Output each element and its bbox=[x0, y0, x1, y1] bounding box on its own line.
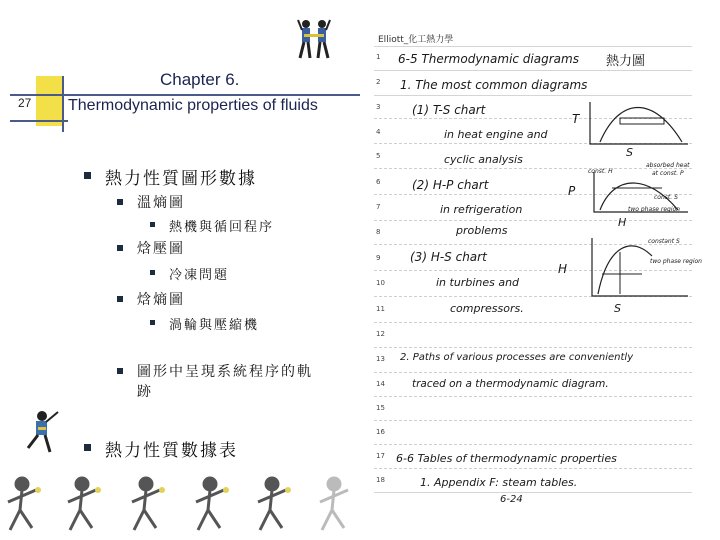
notes-line: compressors. bbox=[450, 302, 524, 315]
runner-icon bbox=[320, 478, 348, 530]
bullet-text: 焓壓圖 bbox=[137, 241, 185, 257]
ruled-line bbox=[374, 95, 692, 96]
bullet-marker bbox=[117, 368, 123, 374]
notes-section-heading: 6-5 Thermodynamic diagrams bbox=[398, 52, 579, 66]
hs-annotation: constant S bbox=[648, 238, 680, 245]
bullet-heat-engine bbox=[150, 216, 274, 235]
bullet-text: 冷凍問題 bbox=[169, 268, 230, 283]
bullet-marker bbox=[117, 245, 123, 251]
bullet-text-line1: 圖形中呈現系統程序的軌 bbox=[137, 364, 313, 380]
runner-icon bbox=[196, 478, 224, 530]
bullet-text: 熱力性質數據表 bbox=[105, 441, 238, 461]
line-number: 17 bbox=[376, 452, 385, 460]
climbers-icon bbox=[294, 18, 334, 64]
chapter-title: Chapter 6. bbox=[160, 70, 240, 89]
line-number: 3 bbox=[376, 103, 381, 111]
notes-line: 2. Paths of various processes are conveniently bbox=[400, 352, 634, 363]
hs-axis-label: S bbox=[614, 302, 621, 315]
header-vertical-rule bbox=[62, 76, 64, 132]
line-number: 11 bbox=[376, 305, 385, 313]
notes-line: cyclic analysis bbox=[444, 153, 523, 166]
bullet-text: 溫熵圖 bbox=[137, 195, 185, 211]
notes-header: Elliott_化工熱力學 bbox=[378, 35, 454, 45]
hs-axis-label: H bbox=[558, 262, 568, 276]
bullet-refrigeration bbox=[150, 264, 229, 283]
line-number: 9 bbox=[376, 254, 381, 262]
slide-number: 27 bbox=[18, 96, 32, 110]
ruled-line bbox=[374, 372, 692, 373]
notes-line: in turbines and bbox=[436, 276, 520, 289]
ruled-line bbox=[374, 396, 692, 397]
notes-heading-chinese: 熱力圖 bbox=[606, 54, 646, 69]
ruled-line bbox=[374, 468, 692, 469]
line-number: 7 bbox=[376, 203, 381, 211]
notes-line: (2) H-P chart bbox=[412, 178, 489, 192]
slide-subtitle: Thermodynamic properties of fluids bbox=[68, 97, 318, 114]
bullet-marker bbox=[117, 199, 123, 205]
bullet-marker bbox=[117, 296, 123, 302]
ruled-line bbox=[374, 444, 692, 445]
ruled-line bbox=[374, 420, 692, 421]
bullet-text bbox=[137, 362, 313, 402]
bullet-marker bbox=[150, 270, 155, 275]
line-number: 16 bbox=[376, 428, 385, 436]
ts-axis-label: S bbox=[626, 146, 633, 159]
line-number: 10 bbox=[376, 279, 385, 287]
notes-section-heading: 6-6 Tables of thermodynamic properties bbox=[396, 452, 617, 465]
bullet-ts-chart bbox=[117, 193, 185, 213]
notes-line: in heat engine and bbox=[444, 128, 548, 141]
header-accent-block bbox=[36, 76, 64, 126]
notes-page-number: 6-24 bbox=[500, 494, 523, 505]
bullet-text: 熱力性質圖形數據 bbox=[105, 169, 257, 189]
rappelling-figure-icon bbox=[20, 408, 62, 456]
notes-line: traced on a thermodynamic diagram. bbox=[412, 378, 609, 390]
line-number: 5 bbox=[376, 152, 381, 160]
notes-line: 1. Appendix F: steam tables. bbox=[420, 476, 578, 489]
notes-line: problems bbox=[456, 224, 508, 237]
bullet-hp-chart bbox=[117, 239, 185, 259]
ts-chart-sketch bbox=[570, 98, 696, 158]
line-number: 6 bbox=[376, 178, 381, 186]
runner-icon bbox=[258, 478, 286, 530]
bullet-marker bbox=[84, 172, 91, 179]
runner-icon bbox=[8, 478, 36, 530]
line-number: 1 bbox=[376, 53, 381, 61]
bullet-property-tables bbox=[84, 436, 238, 461]
line-number: 13 bbox=[376, 355, 385, 363]
ruled-line bbox=[374, 322, 692, 323]
bullet-text-line2: 跡 bbox=[137, 384, 153, 400]
bullet-marker bbox=[150, 222, 155, 227]
line-number: 18 bbox=[376, 476, 385, 484]
bullet-thermo-diagrams bbox=[84, 164, 257, 189]
ruled-line bbox=[374, 70, 692, 71]
hp-annotation: absorbed heat bbox=[646, 162, 690, 169]
runner-icon bbox=[68, 478, 96, 530]
bullet-text: 渦輪與壓縮機 bbox=[169, 318, 260, 333]
bullet-marker bbox=[150, 320, 155, 325]
ts-axis-label: T bbox=[572, 112, 580, 126]
line-number: 14 bbox=[376, 380, 385, 388]
hp-annotation: const. S bbox=[654, 194, 678, 201]
notes-line: (3) H-S chart bbox=[410, 250, 487, 264]
ruled-line bbox=[374, 46, 692, 47]
bullet-process-paths bbox=[117, 362, 313, 402]
bullet-text: 焓熵圖 bbox=[137, 292, 185, 308]
line-number: 8 bbox=[376, 228, 381, 236]
hp-annotation: const. H bbox=[588, 168, 613, 175]
notes-line: (1) T-S chart bbox=[412, 103, 486, 117]
hp-annotation: at const. P bbox=[652, 170, 684, 177]
ruled-line bbox=[374, 492, 692, 493]
hp-annotation: two phase region bbox=[628, 206, 680, 213]
header-rule-short bbox=[10, 120, 68, 122]
notes-line: 1. The most common diagrams bbox=[400, 78, 588, 92]
line-number: 15 bbox=[376, 404, 385, 412]
hp-axis-label: P bbox=[568, 184, 576, 198]
line-number: 4 bbox=[376, 128, 381, 136]
ruled-line bbox=[374, 168, 692, 169]
notes-line: in refrigeration bbox=[440, 203, 523, 216]
bullet-text: 熱機與循回程序 bbox=[169, 220, 275, 235]
hp-axis-label: H bbox=[618, 216, 627, 229]
ruled-line bbox=[374, 347, 692, 348]
bullet-turbines bbox=[150, 314, 259, 333]
hs-annotation: two phase region bbox=[650, 258, 702, 265]
bullet-hs-chart bbox=[117, 290, 185, 310]
line-number: 2 bbox=[376, 78, 381, 86]
running-figures-footer bbox=[0, 470, 372, 540]
runner-icon bbox=[132, 478, 160, 530]
bullet-marker bbox=[84, 444, 91, 451]
line-number: 12 bbox=[376, 330, 385, 338]
